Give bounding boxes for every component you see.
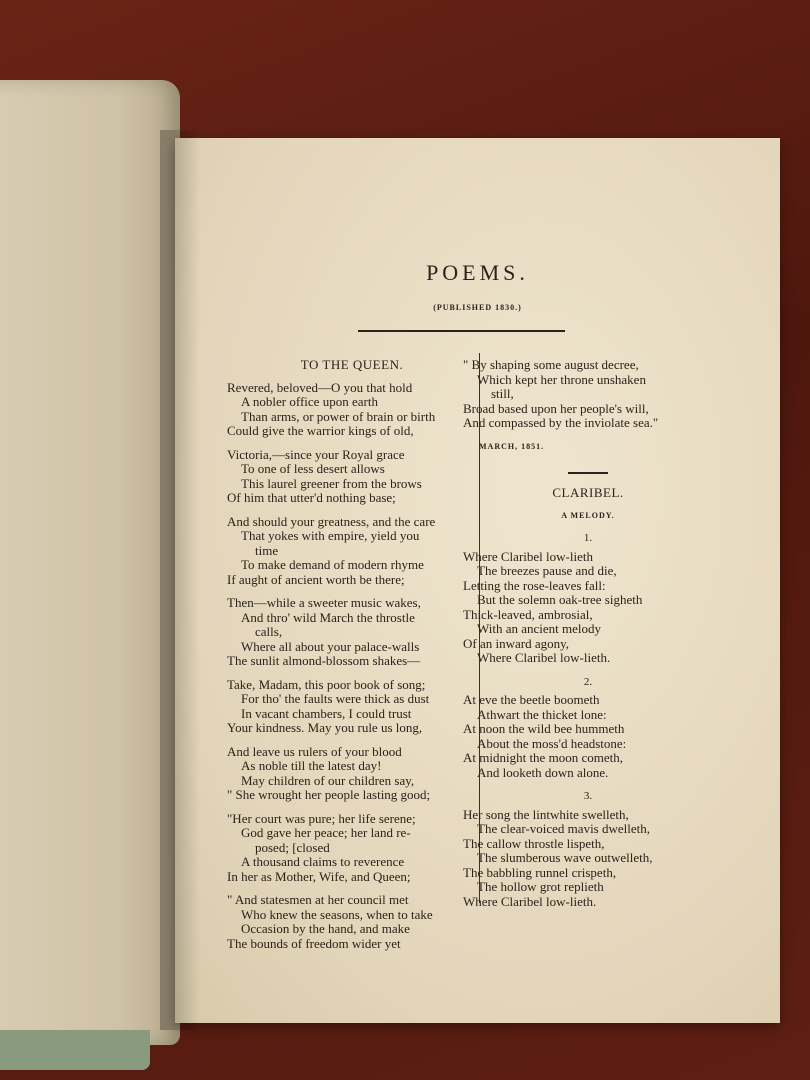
poem-line: At midnight the moon cometh,: [463, 750, 623, 765]
poem-line: As noble till the latest day!: [241, 758, 382, 773]
poem-line: May children of our children say,: [241, 772, 415, 788]
poem-line: About the moss'd headstone:: [477, 735, 627, 751]
poem-line: " By shaping some august decree,: [463, 357, 639, 372]
page-subtitle: (PUBLISHED 1830.): [433, 303, 522, 312]
poem-line: And thro' wild March the throstle: [241, 609, 415, 625]
poem-line: At noon the wild bee hummeth: [463, 721, 625, 736]
poem-line: With an ancient melody: [477, 621, 602, 636]
poem-line: " And statesmen at her council met: [227, 892, 409, 907]
poem-line: The slumberous wave outwelleth,: [477, 850, 653, 865]
book-cover-edge: [0, 1030, 150, 1070]
poem-line: In her as Mother, Wife, and Queen;: [227, 868, 411, 884]
poem-line: And should your greatness, and the care: [227, 513, 436, 529]
poem-line: Victoria,—since your Royal grace: [227, 446, 405, 462]
poem-line: For tho' the faults were thick as dust: [241, 691, 430, 706]
poem-line: This laurel greener from the brows: [241, 475, 422, 491]
poem-line: Thick-leaved, ambrosial,: [463, 606, 593, 622]
right-page: [175, 138, 780, 1023]
left-column: [227, 358, 477, 960]
poem-line: Your kindness. May you rule us long,: [227, 720, 423, 735]
poem-line: And leave us rulers of your blood: [227, 743, 402, 759]
poem-title-claribel: CLARIBEL.: [552, 485, 624, 500]
right-column: [463, 358, 713, 918]
poem-line: time: [255, 542, 279, 558]
stanza: [227, 381, 477, 439]
poem-line: Letting the rose-leaves fall:: [463, 577, 606, 593]
page-title: POEMS.: [426, 260, 529, 285]
claribel-sections: [463, 531, 713, 909]
poem-line: The babbling runnel crispeth,: [463, 864, 617, 880]
stanza: [227, 893, 477, 951]
poem-line: The hollow grot replieth: [477, 879, 604, 894]
gutter-shadow: [160, 130, 200, 1030]
poem-line: Where Claribel low-lieth.: [463, 893, 597, 909]
poem-line: That yokes with empire, yield you: [241, 528, 420, 543]
stanza: [463, 808, 713, 910]
poem-line: " She wrought her people lasting good;: [227, 787, 431, 802]
section-numeral: 1.: [583, 532, 593, 544]
poem-line: And compassed by the inviolate sea.": [463, 415, 659, 430]
poem-line: posed; [closed: [255, 839, 330, 855]
poem-line: But the solemn oak-tree sigheth: [477, 592, 643, 607]
section-numeral: 2.: [583, 675, 593, 688]
poem-line: Could give the warrior kings of old,: [227, 423, 414, 438]
poem-line: Where all about your palace-walls: [241, 638, 420, 654]
poem-line: Of an inward agony,: [463, 635, 570, 651]
poem-line: Take, Madam, this poor book of song;: [227, 676, 426, 692]
poem-line: still,: [491, 386, 514, 401]
poem-line: The clear-voiced mavis dwelleth,: [477, 821, 650, 836]
stanza: [227, 515, 477, 588]
poem-line: Than arms, or power of brain or birth: [241, 408, 436, 424]
poem-line: The breezes pause and die,: [477, 563, 617, 578]
stanza: [227, 596, 477, 669]
section-numeral: 3.: [583, 790, 593, 802]
stanza: [463, 550, 713, 666]
poem-line: Where Claribel low-lieth: [463, 548, 593, 564]
stanza: [227, 812, 477, 885]
poem-line: A thousand claims to reverence: [241, 854, 405, 869]
poem-line: Which kept her throne unshaken: [477, 371, 646, 387]
poem-line: Then—while a sweeter music wakes,: [227, 595, 421, 610]
to-the-queen-stanzas: [227, 381, 477, 952]
stanza: [463, 693, 713, 780]
poem-line: Occasion by the hand, and make: [241, 921, 410, 936]
stanza: [227, 448, 477, 506]
poem-title-to-the-queen: TO THE QUEEN.: [300, 357, 404, 372]
poem-line: In vacant chambers, I could trust: [241, 705, 412, 721]
poem-line: Who knew the seasons, when to take: [241, 906, 433, 922]
poem-line: Where Claribel low-lieth.: [477, 650, 611, 665]
left-page: [0, 80, 180, 1045]
poem-line: The callow throstle lispeth,: [463, 835, 605, 851]
poem-line: calls,: [255, 624, 283, 639]
stanza: [227, 745, 477, 803]
to-the-queen-continuation: [463, 358, 713, 431]
poem-line: "Her court was pure; her life serene;: [227, 810, 416, 826]
poem-line: The bounds of freedom wider yet: [227, 935, 401, 951]
poem-dateline: MARCH, 1851.: [479, 441, 545, 451]
poem-line: Athwart the thicket lone:: [477, 706, 607, 722]
stanza: [227, 678, 477, 736]
poem-line: To make demand of modern rhyme: [241, 557, 424, 572]
poem-line: A nobler office upon earth: [241, 394, 378, 409]
title-rule: [358, 330, 565, 332]
section-rule: [568, 472, 608, 474]
poem-line: Of him that utter'd nothing base;: [227, 490, 396, 505]
poem-line: And looketh down alone.: [477, 764, 609, 780]
poem-line: Revered, beloved—O you that hold: [227, 379, 413, 395]
poem-line: Her song the lintwhite swelleth,: [463, 806, 629, 822]
poem-line: Broad based upon her people's will,: [463, 400, 649, 416]
poem-line: God gave her peace; her land re-: [241, 825, 411, 840]
poem-line: To one of less desert allows: [241, 461, 385, 476]
poem-line: At eve the beetle boometh: [463, 692, 600, 707]
poem-line: If aught of ancient worth be there;: [227, 571, 405, 587]
poem-line: The sunlit almond-blossom shakes—: [227, 653, 421, 668]
poem-subtitle-claribel: A MELODY.: [561, 510, 615, 520]
